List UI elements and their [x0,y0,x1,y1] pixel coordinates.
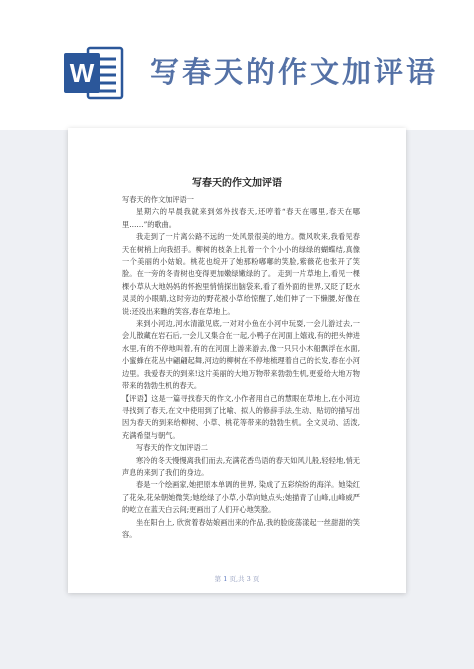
document-body [122,194,360,541]
paragraph: 我走到了一片离公路不远的一处风景很美的地方。微风吹来,我看见春天在树梢上向我招手。柳树的枝条上扎着一个个小小的绿绿的蝴蝶结,真像一个美丽的小姑娘。桃花也绽开了她那粉嘟嘟的笑脸,紫薇花也张开了笑脸。在一旁的冬青树也变得更加嫩绿嫩绿的了。 走到一片草地上,看见一棵棵小草从大地妈妈的怀抱里悄悄探出脑袋来,看了看外面的世界,又眨了眨水灵灵的小眼睛,这时旁边的野花被小草给惊醒了,她们伸了一下懒腰,好像在说:还没出来瞧的笑容,春在草地上。 [122,232,360,316]
paragraph: 坐在阳台上, 欣赏着春姑娘画出来的作品,我的脸庞荡漾起一丝甜甜的笑容。 [122,517,360,539]
document-title: 写春天的作文加评语 [192,178,282,189]
footer-prefix: 第 [214,575,222,583]
section-heading: 写春天的作文加评语二 [136,443,208,453]
footer-suffix: 页 [252,575,260,583]
paragraph: 寒冷的冬天慢慢离我们而去,充满花香鸟语的春天如风儿般,轻轻地,悄无声息的来到了我们的身边。 [122,455,360,477]
paragraph: 星期六的早晨我就来到郊外找春天,还哼着“春天在哪里,春天在哪里……”的歌曲。 [122,207,360,229]
word-document-icon [64,44,126,102]
paragraph: 来到小河边,河水清澈见底,一对对小鱼在小河中玩耍,一会儿游过去,一会儿散藏在岩石后,一会儿又集合在一起,小鸭子在河面上嬉戏,有的把头伸进水里,有的不停地叫着,有的在河面上游来游去,像一只只小木船飘浮在水面,小蜜蜂在花丛中翩翩起舞,河边的柳树在不停地梳理着自己的长发,春在小河边里。我爱春天的到来!这片美丽的大地万物带来勃勃生机,更爱给大地万物带来的勃勃生机的春天。 [122,319,360,391]
section-heading: 写春天的作文加评语一 [122,195,194,204]
page-number-footer [68,574,406,583]
comment-paragraph: 【评语】这是一篇寻找春天的作文,小作者用自己的慧眼在草地上,在小河边寻找到了春天,在文中使用到了比喻、拟人的修辞手法,生动、贴切的描写出因为春天的到来给柳树、小草、桃花等带来的勃勃生机。全文灵动、活泼,充满希望与朝气。 [122,393,360,440]
banner-title: 写春天的作文加评语 [150,55,439,89]
paragraph: 春是一个绘画家,她把原本单调的世界, 染成了五彩缤纷的海洋。她染红了花朵,花朵朝她微笑;她绘绿了小草,小草向她点头;她描青了山峰,山峰威严的屹立在蓝天白云间;更画出了人们开心地笑脸。 [122,480,360,515]
header-banner [0,0,474,130]
document-page [68,128,406,593]
svg-text:W: W [69,58,95,88]
footer-middle: 页,共 [229,575,245,583]
current-page-number: 1 [223,575,228,583]
total-page-count: 3 [246,575,251,583]
